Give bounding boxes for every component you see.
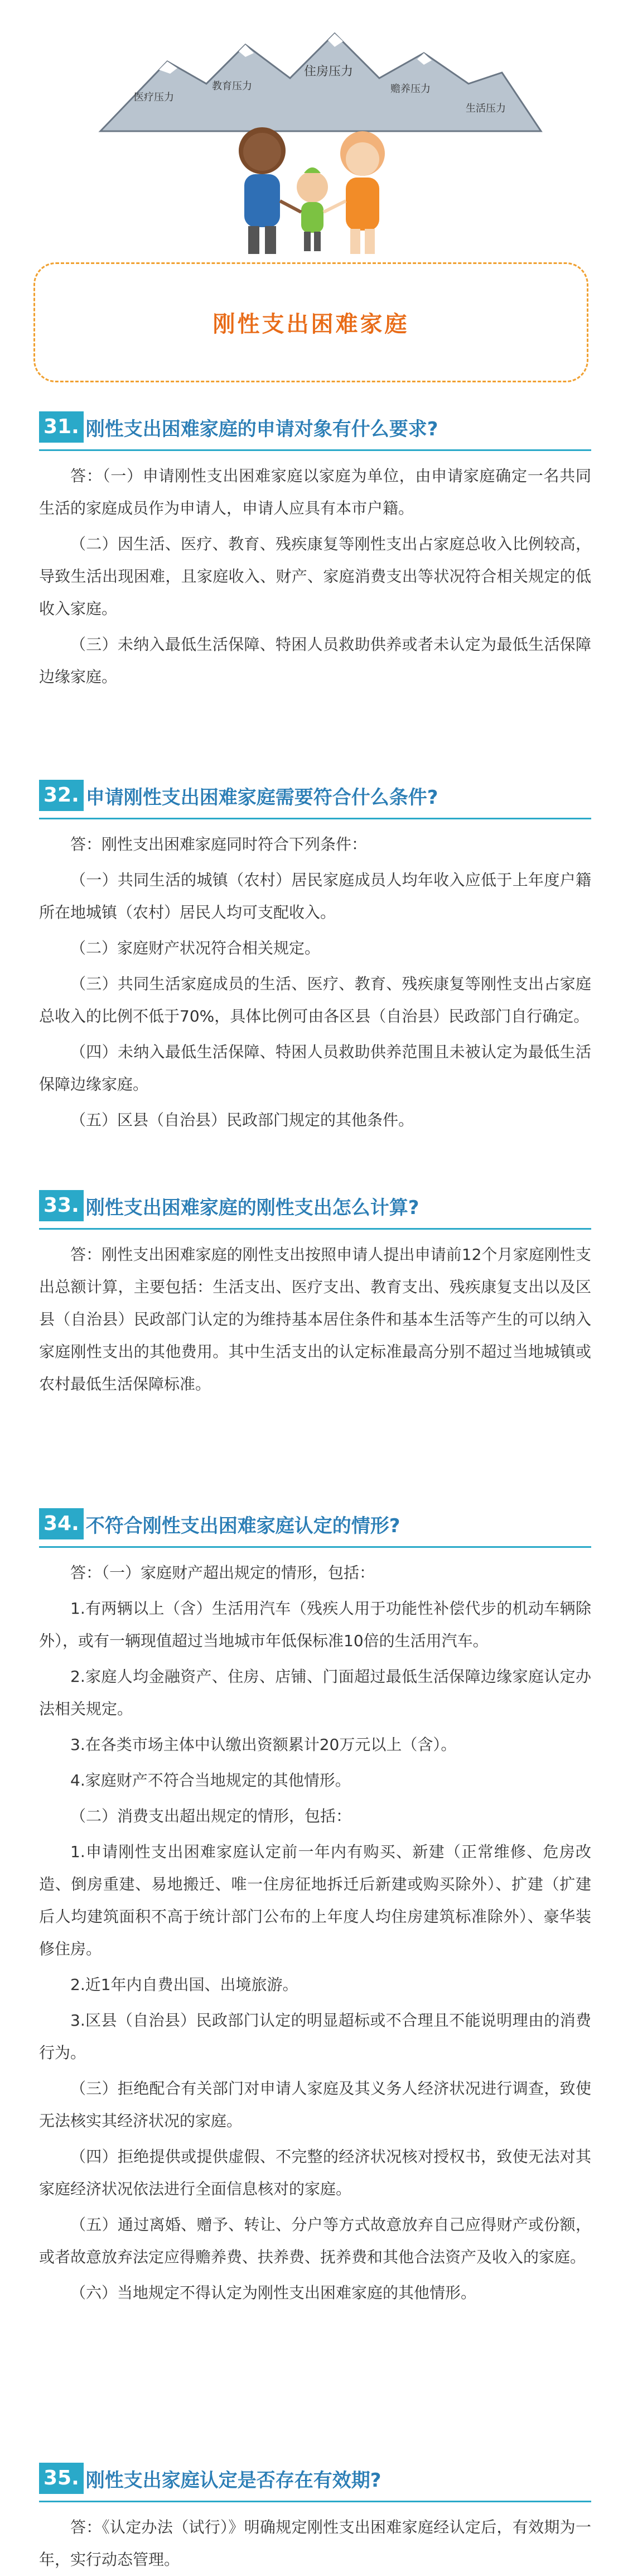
pressure-label: 医疗压力: [134, 92, 174, 103]
answer-paragraph: 2.近1年内自费出国、出境旅游。: [70, 1975, 298, 1994]
qa-section-34: [39, 1507, 591, 2309]
question-number: 33.: [39, 1190, 84, 1221]
question-title: 申请刚性支出困难家庭需要符合什么条件?: [85, 786, 438, 809]
question-number: 35.: [39, 2463, 84, 2494]
mountain-snow: [159, 33, 432, 74]
question-title: 不符合刚性支出困难家庭认定的情形?: [85, 1514, 400, 1537]
pressure-label: 住房压力: [304, 64, 354, 78]
qa-section-33: [39, 1189, 591, 1400]
page-title: 刚性支出困难家庭: [213, 311, 409, 337]
mother-figure: [340, 131, 385, 254]
heading-underline: [39, 1228, 591, 1230]
qa-section-35: [39, 2462, 591, 2576]
heading-underline: [39, 2501, 591, 2502]
heading-underline: [39, 1546, 591, 1548]
answer-paragraph: （五）区县（自治县）民政部门规定的其他条件。: [70, 1111, 414, 1129]
question-number: 31.: [39, 411, 84, 443]
pressure-label: 教育压力: [212, 80, 252, 92]
answer-paragraph: 答：刚性支出困难家庭的刚性支出按照申请人提出申请前12个月家庭刚性支出总额计算，主要包括：生活支出、医疗支出、教育支出、残疾康复支出以及区县（自治县）民政部门认定的为维持基本居住条件和基本生活等产生的可以纳入家庭刚性支出的其他费用。其中生活支出的认定标准最高分别不超过当地城镇或农村最低生活保障标准。: [39, 1245, 591, 1393]
answer-paragraph: 答：刚性支出困难家庭同时符合下列条件：: [70, 835, 368, 853]
question-heading: [39, 2462, 591, 2495]
pressure-label: 生活压力: [466, 103, 506, 114]
answer-paragraph: （二）因生活、医疗、教育、残疾康复等刚性支出占家庭总收入比例较高，导致生活出现困难，且家庭收入、财产、家庭消费支出等状况符合相关规定的低收入家庭。: [39, 535, 591, 618]
answer-paragraph: （四）拒绝提供或提供虚假、不完整的经济状况核对授权书，致使无法对其家庭经济状况依法进行全面信息核对的家庭。: [39, 2147, 591, 2198]
answer-paragraph: 4.家庭财产不符合当地规定的其他情形。: [70, 1771, 351, 1790]
father-figure: [239, 127, 286, 254]
answer-paragraph: 3.区县（自治县）民政部门认定的明显超标或不合理且不能说明理由的消费行为。: [39, 2011, 591, 2062]
question-number: 32.: [39, 780, 84, 811]
question-number: 34.: [39, 1508, 84, 1539]
question-heading: [39, 1189, 591, 1222]
answer-paragraph: （二）消费支出超出规定的情形，包括：: [70, 1807, 352, 1825]
heading-underline: [39, 449, 591, 451]
answer-paragraph: （六）当地规定不得认定为刚性支出困难家庭的其他情形。: [70, 2284, 477, 2302]
answer-paragraph: 1.有两辆以上（含）生活用汽车（残疾人用于功能性补偿代步的机动车辆除外），或有一辆现值超过当地城市年低保标准10倍的生活用汽车。: [39, 1599, 591, 1650]
pressure-label: 赡养压力: [390, 83, 431, 94]
mountain-range: [100, 33, 541, 131]
answer-paragraph: （四）未纳入最低生活保障、特困人员救助供养范围且未被认定为最低生活保障边缘家庭。: [39, 1043, 591, 1093]
answer-paragraph: 答：（一）申请刚性支出困难家庭以家庭为单位，由申请家庭确定一名共同生活的家庭成员作为申请人，申请人应具有本市户籍。: [39, 467, 591, 517]
question-title: 刚性支出困难家庭的申请对象有什么要求?: [85, 418, 438, 440]
answer-paragraph: （三）拒绝配合有关部门对申请人家庭及其义务人经济状况进行调查，致使无法核实其经济状况的家庭。: [39, 2079, 591, 2130]
answer-paragraph: 1.申请刚性支出困难家庭认定前一年内有购买、新建（正常维修、危房改造、倒房重建、易地搬迁、唯一住房征地拆迁后新建或购买除外）、扩建（扩建后人均建筑面积不高于统计部门公布的上年度人均住房建筑标准除外）、豪华装修住房。: [39, 1843, 591, 1958]
question-heading: [39, 1507, 591, 1541]
answer-paragraph: 答：（一）家庭财产超出规定的情形，包括：: [70, 1563, 375, 1582]
answer-paragraph: （二）家庭财产状况符合相关规定。: [70, 939, 321, 957]
qa-section-31: [39, 410, 591, 693]
question-heading: [39, 779, 591, 812]
answer-paragraph: （五）通过离婚、赠予、转让、分户等方式故意放弃自己应得财产或份额，或者故意放弃法定应得赡养费、扶养费、抚养费和其他合法资产及收入的家庭。: [39, 2215, 591, 2266]
question-heading: [39, 410, 591, 444]
title-box: [33, 262, 588, 382]
question-title: 刚性支出家庭认定是否存在有效期?: [85, 2469, 381, 2492]
answer-paragraph: （三）共同生活家庭成员的生活、医疗、教育、残疾康复等刚性支出占家庭总收入的比例不低于70%，具体比例可由各区县（自治县）民政部门自行确定。: [39, 975, 591, 1025]
answer-paragraph: （三）未纳入最低生活保障、特困人员救助供养或者未认定为最低生活保障边缘家庭。: [39, 635, 591, 686]
answer-paragraph: 2.家庭人均金融资产、住房、店铺、门面超过最低生活保障边缘家庭认定办法相关规定。: [39, 1667, 591, 1718]
pressure-illustration: [0, 0, 623, 262]
answer-paragraph: （一）共同生活的城镇（农村）居民家庭成员人均年收入应低于上年度户籍所在地城镇（农村）居民人均可支配收入。: [39, 871, 591, 922]
child-figure: [297, 167, 328, 251]
qa-section-32: [39, 779, 591, 1136]
heading-underline: [39, 818, 591, 819]
question-title: 刚性支出困难家庭的刚性支出怎么计算?: [85, 1196, 419, 1219]
answer-paragraph: 3.在各类市场主体中认缴出资额累计20万元以上（含）。: [70, 1735, 457, 1754]
answer-paragraph: 答：《认定办法（试行）》明确规定刚性支出困难家庭经认定后，有效期为一年，实行动态管理。: [39, 2518, 591, 2569]
